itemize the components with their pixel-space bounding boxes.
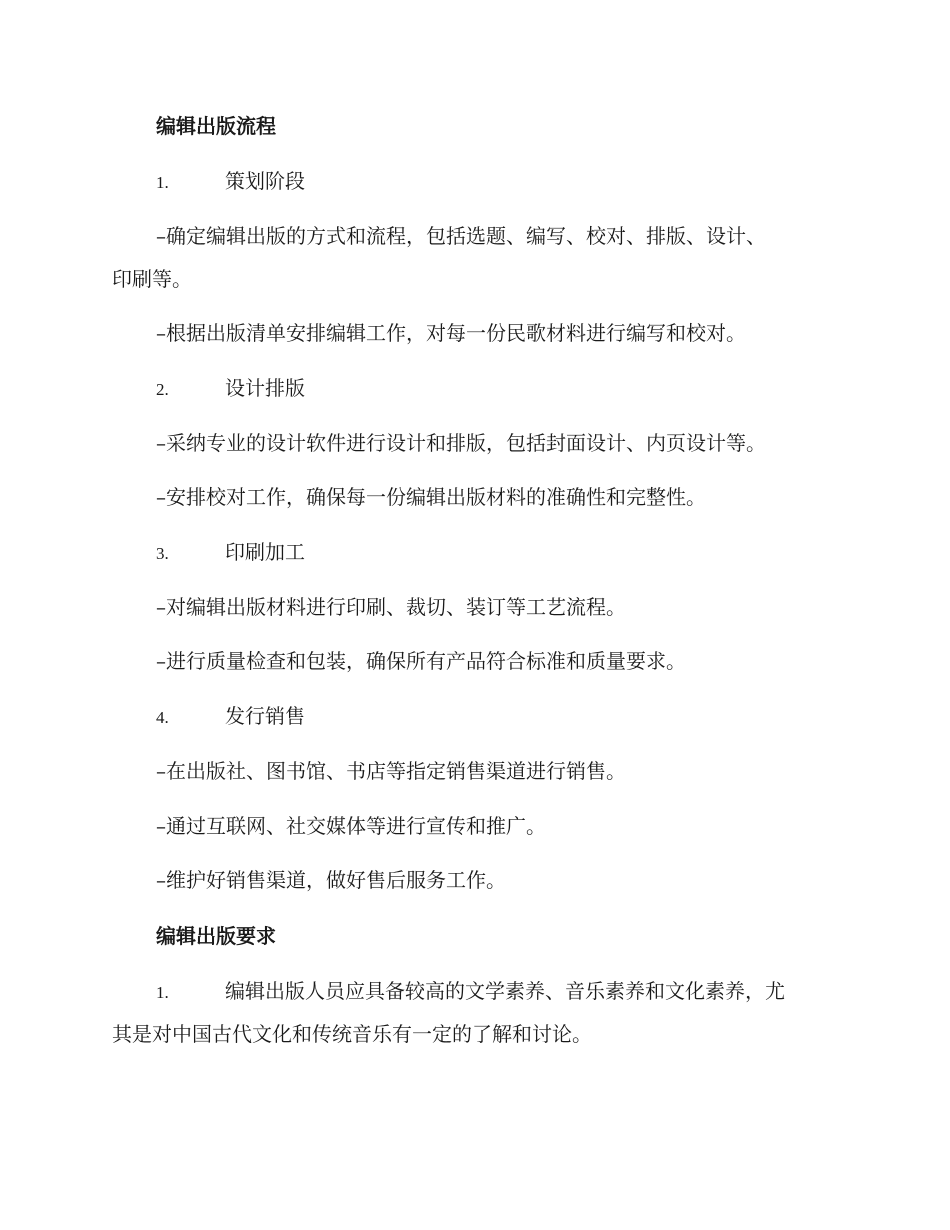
bullet-text: –在出版社、图书馆、书店等指定销售渠道进行销售。 bbox=[156, 759, 626, 783]
bullet-text: –根据出版清单安排编辑工作，对每一份民歌材料进行编写和校对。 bbox=[156, 321, 746, 345]
item-number: 1. bbox=[156, 983, 169, 1002]
section-heading: 编辑出版要求 bbox=[156, 924, 276, 948]
item-title: 编辑出版人员应具备较高的文学素养、音乐素养和文化素养，尤 bbox=[225, 979, 785, 1003]
bullet-text: –采纳专业的设计软件进行设计和排版，包括封面设计、内页设计等。 bbox=[156, 431, 766, 455]
list-item bbox=[156, 973, 882, 1011]
item-number: 4. bbox=[156, 708, 169, 727]
bullet-text: –维护好销售渠道，做好售后服务工作。 bbox=[156, 868, 506, 892]
bullet-text-continuation: 印刷等。 bbox=[112, 267, 192, 291]
item-text-continuation: 其是对中国古代文化和传统音乐有一定的了解和讨论。 bbox=[112, 1022, 592, 1046]
list-item bbox=[156, 370, 882, 408]
item-title: 印刷加工 bbox=[225, 540, 305, 564]
item-title: 设计排版 bbox=[225, 376, 305, 400]
bullet-text: –确定编辑出版的方式和流程，包括选题、编写、校对、排版、设计、 bbox=[156, 224, 766, 248]
item-title: 策划阶段 bbox=[225, 169, 305, 193]
list-item bbox=[156, 534, 882, 572]
item-number: 2. bbox=[156, 380, 169, 399]
item-number: 1. bbox=[156, 173, 169, 192]
item-title: 发行销售 bbox=[225, 704, 305, 728]
bullet-text: –进行质量检查和包装，确保所有产品符合标准和质量要求。 bbox=[156, 649, 686, 673]
bullet-text: –安排校对工作，确保每一份编辑出版材料的准确性和完整性。 bbox=[156, 485, 706, 509]
item-number: 3. bbox=[156, 544, 169, 563]
bullet-text: –对编辑出版材料进行印刷、裁切、装订等工艺流程。 bbox=[156, 595, 626, 619]
list-item bbox=[156, 163, 882, 201]
bullet-text: –通过互联网、社交媒体等进行宣传和推广。 bbox=[156, 814, 546, 838]
section-heading: 编辑出版流程 bbox=[156, 114, 276, 138]
list-item bbox=[156, 698, 882, 736]
